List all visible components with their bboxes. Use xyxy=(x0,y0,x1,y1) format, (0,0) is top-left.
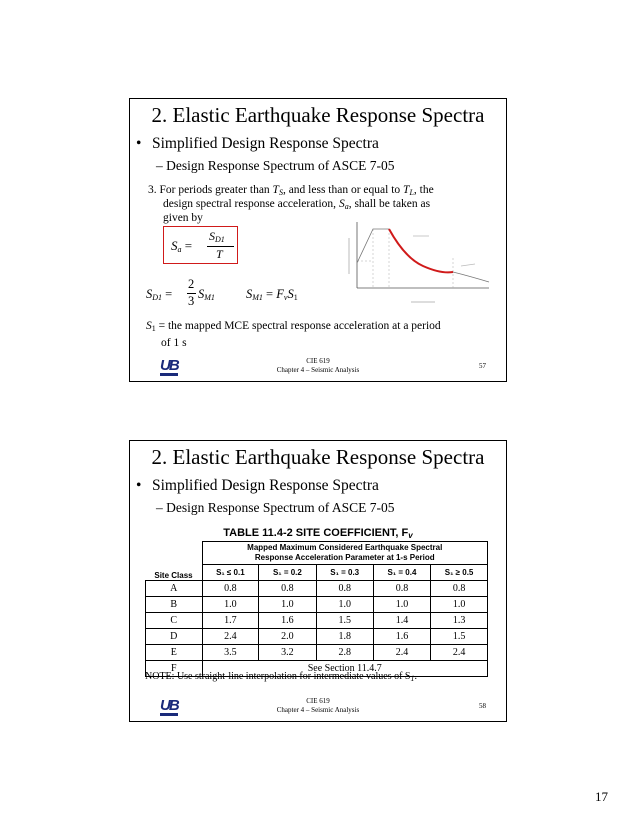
table-cell: 1.0 xyxy=(202,597,259,613)
slide-number: 57 xyxy=(479,362,486,370)
table-row xyxy=(146,629,488,645)
document-page-number: 17 xyxy=(595,789,608,804)
table-cell: 2.4 xyxy=(431,645,488,661)
sa-equation-numerator: $S_{D1}$ xyxy=(209,229,225,244)
table-cell: 1.6 xyxy=(259,613,316,629)
table-row xyxy=(146,613,488,629)
table-row xyxy=(146,597,488,613)
site-class-cell: C xyxy=(146,613,203,629)
table-cell: 2.4 xyxy=(202,629,259,645)
response-spectrum-thumbnail xyxy=(343,218,493,310)
table-cell: 1.5 xyxy=(431,629,488,645)
provision-line-1: 3. For periods greater than $T_S$, and less than or equal to $T_L$, the xyxy=(148,184,434,197)
footer-course: CIE 619 xyxy=(306,357,330,365)
site-coefficient-table xyxy=(145,541,488,677)
bullet-dot-icon: • xyxy=(136,477,142,494)
column-header: S₁ ≤ 0.1 xyxy=(202,565,259,581)
table-cell: 0.8 xyxy=(431,581,488,597)
table-cell: 1.3 xyxy=(431,613,488,629)
table-cell: 2.0 xyxy=(259,629,316,645)
table-cell: 0.8 xyxy=(259,581,316,597)
ub-logo: UB xyxy=(160,697,178,714)
bullet-text: Simplified Design Response Spectra xyxy=(152,135,379,152)
bullet-dot-icon: • xyxy=(136,135,142,152)
table-cell: 3.5 xyxy=(202,645,259,661)
table-cell: 2.8 xyxy=(316,645,373,661)
column-header: S₁ = 0.2 xyxy=(259,565,316,581)
ub-logo: UB xyxy=(160,357,178,374)
table-header-row xyxy=(146,542,488,565)
site-class-cell: E xyxy=(146,645,203,661)
bullet-text: Simplified Design Response Spectra xyxy=(152,477,379,494)
slide-footer xyxy=(130,357,506,375)
graph-annotation-mark xyxy=(461,264,475,266)
column-header: S₁ = 0.4 xyxy=(373,565,430,581)
site-class-cell: B xyxy=(146,597,203,613)
s1-definition-line-1: $S_1$ = the mapped MCE spectral response acceleration at a period xyxy=(146,320,441,333)
sd1-lhs: $S_{D1}$ = xyxy=(146,287,173,302)
table-cell: 1.6 xyxy=(373,629,430,645)
table-cell: 1.4 xyxy=(373,613,430,629)
footer-course: CIE 619 xyxy=(306,697,330,705)
table-cell: 1.0 xyxy=(316,597,373,613)
sm1-equation: $S_{M1} = F_vS_1$ xyxy=(246,287,298,302)
sa-equation-denominator: T xyxy=(216,247,223,261)
two-thirds-denominator: 3 xyxy=(188,294,195,308)
table-cell: 0.8 xyxy=(316,581,373,597)
column-header: S₁ = 0.3 xyxy=(316,565,373,581)
graph-curve-long-period xyxy=(453,272,489,282)
slide-title: 2. Elastic Earthquake Response Spectra xyxy=(151,103,485,127)
bullet-item xyxy=(136,477,379,495)
table-cell: 1.5 xyxy=(316,613,373,629)
site-class-cell: F xyxy=(146,661,203,677)
table-row xyxy=(146,645,488,661)
sd1-rhs: $S_{M1}$ xyxy=(198,287,215,302)
table-cell: 0.8 xyxy=(202,581,259,597)
sub-bullet-text: – Design Response Spectrum of ASCE 7-05 xyxy=(156,158,395,173)
slide-number: 58 xyxy=(479,702,486,710)
table-cell: 3.2 xyxy=(259,645,316,661)
provision-line-2: design spectral response acceleration, $S_a$, shall be taken as xyxy=(163,198,431,211)
graph-curve-highlighted xyxy=(389,229,453,272)
sa-equation-highlight-box xyxy=(163,226,238,264)
bullet-item xyxy=(136,135,379,153)
s1-definition-line-2: of 1 s xyxy=(161,337,187,349)
table-cell: 2.4 xyxy=(373,645,430,661)
table-cell-merged: See Section 11.4.7 xyxy=(202,661,488,677)
slide-57 xyxy=(129,98,507,382)
s1-definition xyxy=(146,319,441,350)
mapped-mce-group-header: Mapped Maximum Considered Earthquake Spectral Response Acceleration Parameter at 1-s Period xyxy=(202,542,488,565)
site-class-cell: A xyxy=(146,581,203,597)
provision-line-3: given by xyxy=(163,212,203,224)
table-row xyxy=(146,581,488,597)
table-cell: 1.0 xyxy=(431,597,488,613)
site-class-header: Site Class xyxy=(146,542,203,581)
footer-chapter: Chapter 4 – Seismic Analysis xyxy=(276,706,360,714)
table-cell: 1.7 xyxy=(202,613,259,629)
slide-footer xyxy=(130,697,506,715)
table-cell: 0.8 xyxy=(373,581,430,597)
footer-chapter: Chapter 4 – Seismic Analysis xyxy=(276,366,360,374)
table-cell: 1.0 xyxy=(373,597,430,613)
slide-58 xyxy=(129,440,507,722)
site-class-cell: D xyxy=(146,629,203,645)
table-cell: 1.0 xyxy=(259,597,316,613)
two-thirds-numerator: 2 xyxy=(188,277,195,291)
sub-bullet-text: – Design Response Spectrum of ASCE 7-05 xyxy=(156,500,395,515)
sa-equation-lhs: $S_a$ = xyxy=(171,238,193,254)
table-cell: 1.8 xyxy=(316,629,373,645)
slide-title: 2. Elastic Earthquake Response Spectra xyxy=(151,445,485,469)
table-title: TABLE 11.4-2 SITE COEFFICIENT, $F_v$ xyxy=(223,527,413,540)
column-header: S₁ ≥ 0.5 xyxy=(431,565,488,581)
table-note: NOTE: Use straight-line interpolation for intermediate values of $S_1$. xyxy=(145,671,417,683)
